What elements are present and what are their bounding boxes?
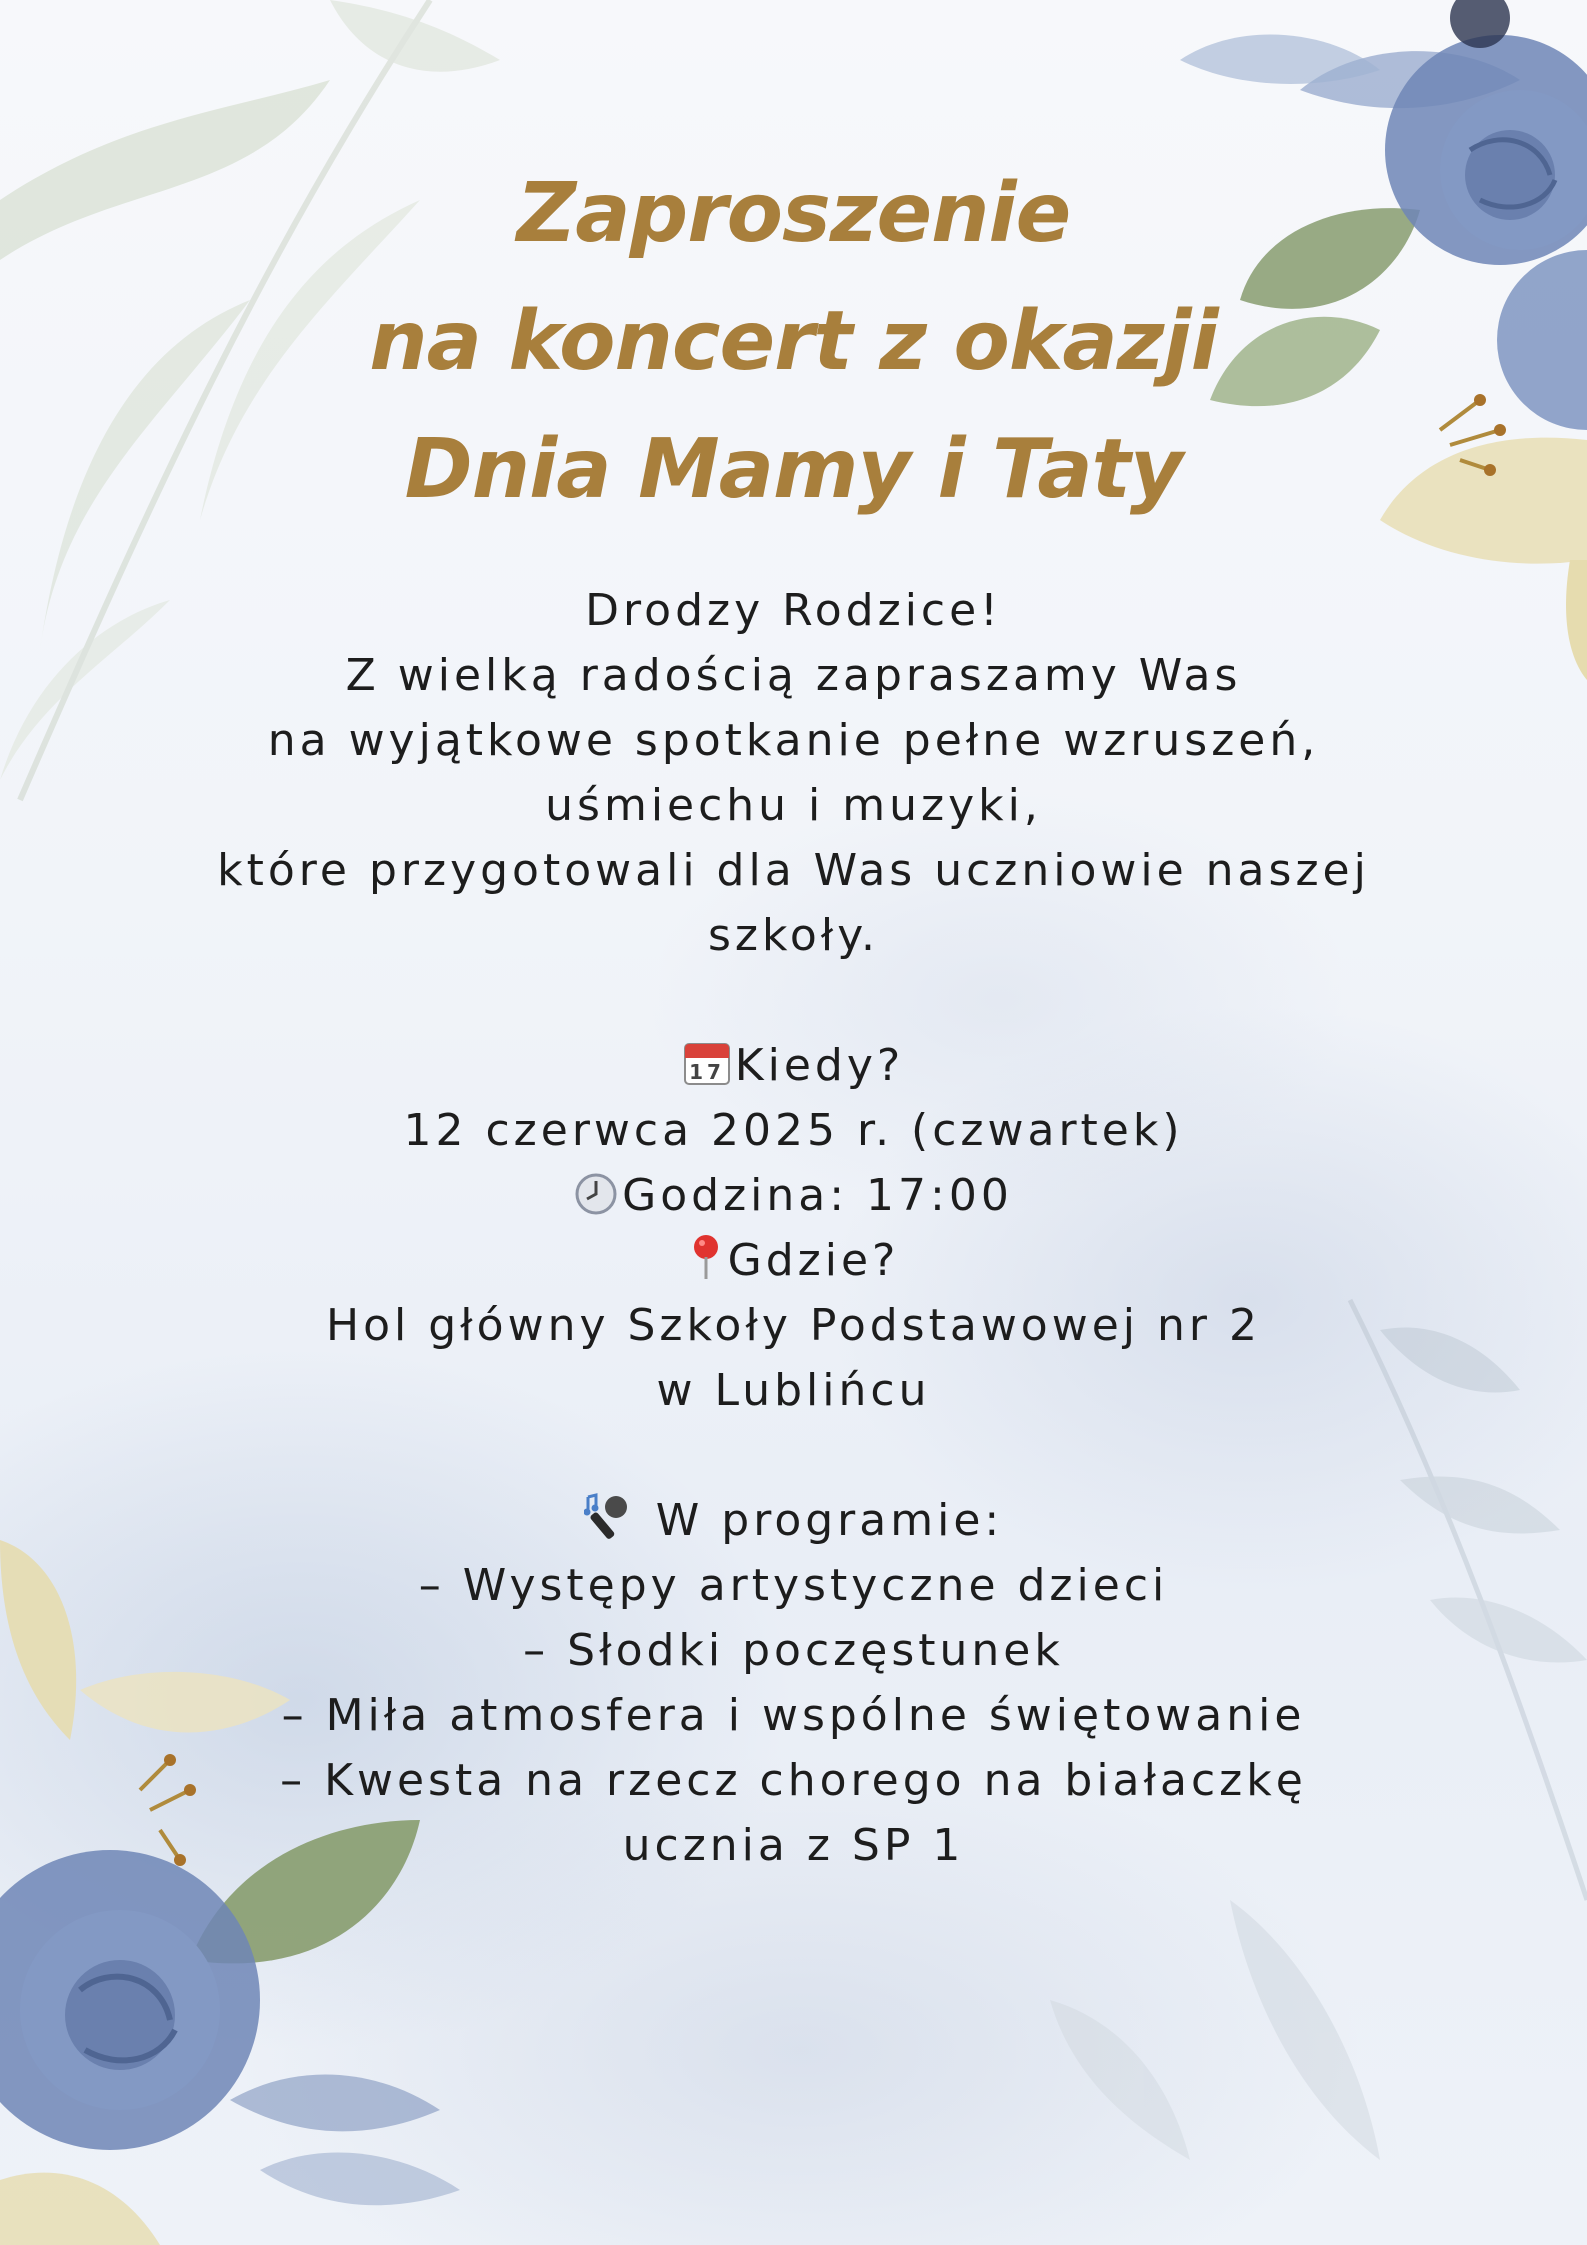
greeting-line: na wyjątkowe spotkanie pełne wzruszeń, <box>267 715 1320 766</box>
program-item: – Kwesta na rzecz chorego na białaczkę <box>280 1755 1307 1806</box>
where-label: Gdzie? <box>727 1235 900 1286</box>
program-item: – Występy artystyczne dzieci <box>418 1560 1169 1611</box>
title-line: Zaproszenie <box>516 166 1071 261</box>
when-heading <box>100 1033 1487 1098</box>
where-heading <box>100 1228 1487 1293</box>
when-label: Kiedy? <box>734 1040 905 1091</box>
title-line: Dnia Mamy i Taty <box>404 422 1183 517</box>
spacer <box>100 1423 1487 1488</box>
svg-text:17: 17 <box>688 1060 725 1084</box>
place-line: Hol główny Szkoły Podstawowej nr 2 <box>326 1300 1261 1351</box>
greeting-line: Z wielką radością zapraszamy Was <box>345 650 1242 701</box>
program-label: W programie: <box>655 1495 1004 1546</box>
time-line <box>100 1163 1487 1228</box>
spacer <box>100 968 1487 1033</box>
program-item: – Miła atmosfera i wspólne świętowanie <box>281 1690 1306 1741</box>
greeting-line: szkoły. <box>707 910 880 961</box>
invitation-title <box>0 150 1587 534</box>
invitation-body <box>100 578 1487 1878</box>
calendar-icon <box>683 1039 731 1104</box>
time-label: Godzina: 17:00 <box>622 1170 1013 1221</box>
date-line: 12 czerwca 2025 r. (czwartek) <box>403 1105 1184 1156</box>
place-line: w Lublińcu <box>656 1365 931 1416</box>
pin-icon <box>688 1233 724 1299</box>
title-line: na koncert z okazji <box>369 294 1218 389</box>
program-heading <box>100 1488 1487 1553</box>
program-item: ucznia z SP 1 <box>622 1820 965 1871</box>
music-microphone-icon <box>584 1493 634 1559</box>
program-item: – Słodki poczęstunek <box>523 1625 1064 1676</box>
greeting-line: które przygotowali dla Was uczniowie naszej <box>217 845 1370 896</box>
clock-icon <box>574 1169 618 1234</box>
greeting-line: Drodzy Rodzice! <box>585 585 1002 636</box>
greeting-line: uśmiechu i muzyki, <box>545 780 1042 831</box>
